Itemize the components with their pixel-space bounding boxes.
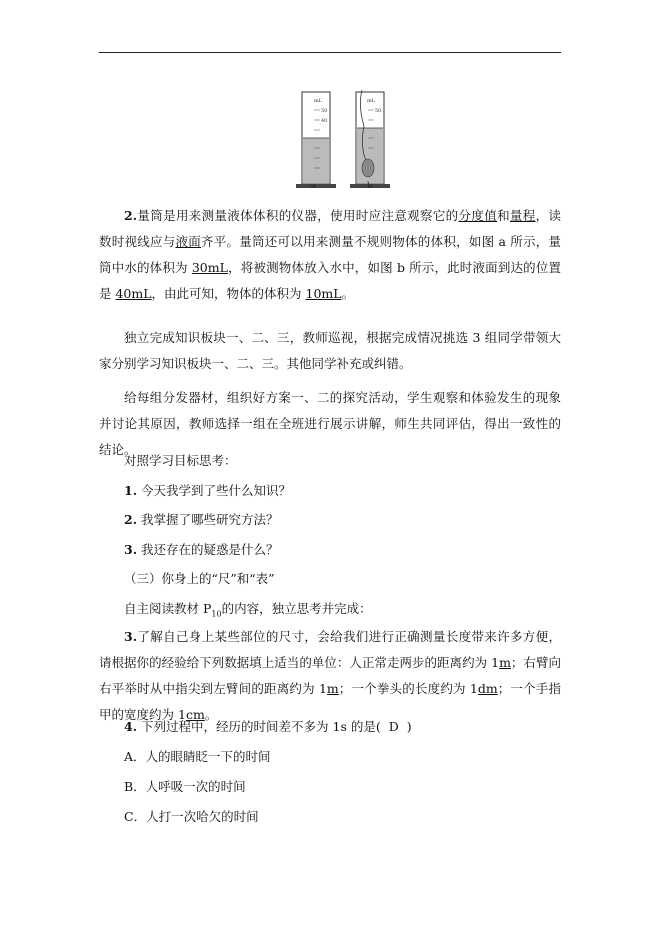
tick-50-a: 50 — [321, 108, 328, 114]
q2-text-1: 量筒是用来测量液体体积的仪器，使用时应注意观察它的 — [137, 208, 459, 223]
q3-answer-1: m — [499, 655, 511, 670]
reflect-item-2-number: 2. — [124, 512, 138, 527]
q2-text-5: ，将被测物体放入水中，如图 b 所示，此时液面到达的位置是 — [99, 260, 562, 301]
unit-label-a: mL — [314, 98, 323, 104]
question-2-number: 2. — [124, 208, 138, 223]
q3-text-5: 。 — [204, 707, 218, 722]
question-3 — [99, 624, 561, 728]
q2-answer-4: 30mL — [191, 260, 228, 275]
option-b: B．人呼吸一次的时间 — [124, 779, 246, 794]
tick-40-a: 40 — [321, 118, 328, 124]
reflect-item-1-text: 今天我学到了些什么知识？ — [141, 483, 292, 498]
q2-text-3: ，读数时视线应与 — [99, 208, 561, 249]
question-2 — [99, 203, 561, 307]
reflect-item-2 — [124, 510, 279, 528]
measuring-cylinder-figure — [290, 86, 400, 194]
q2-text-4: 齐平。量筒还可以用来测量不规则物体的体积，如图 a 所示，量筒中水的体积为 — [99, 234, 561, 275]
q3-text-1: 了解自己身上某些部位的尺寸，会给我们进行正确测量长度带来许多方便，请根据你的经验给下列数据填上适当的单位：人正常走两步的距离约为 1 — [99, 629, 561, 670]
q2-answer-5: 40mL — [115, 286, 152, 301]
q3-answer-4: cm — [185, 707, 205, 722]
q2-text-7: 。 — [341, 286, 355, 301]
q3-text-2: ；右臂向右平举时从中指尖到左臂间的距离约为 1 — [99, 655, 561, 696]
figure-label-b: b — [367, 181, 373, 190]
section-3-title: （三）你身上的“尺”和“表” — [124, 571, 275, 586]
reflect-item-3-number: 3. — [124, 542, 138, 557]
q3-text-4: ；一个手指甲的宽度约为 1 — [99, 681, 561, 722]
reflect-item-3-text: 我还存在的疑惑是什么？ — [141, 542, 279, 557]
reflect-item-3 — [124, 540, 279, 558]
reflect-item-1-number: 1. — [124, 483, 138, 498]
reading-instruction — [124, 599, 372, 619]
q2-answer-3: 液面 — [175, 234, 202, 249]
question-4-answer: D — [388, 719, 399, 734]
question-4 — [124, 717, 412, 735]
reflect-item-2-text: 我掌握了哪些研究方法？ — [141, 512, 279, 527]
q2-text-2: 和 — [497, 208, 510, 223]
reading-instruction-text-1: 自主阅读教材 P — [124, 601, 212, 616]
option-c: C．人打一次哈欠的时间 — [124, 809, 259, 824]
tick-50-b: 50 — [375, 108, 382, 114]
q2-text-6: ，由此可知，物体的体积为 — [151, 286, 306, 301]
q3-answer-2: m — [326, 681, 339, 696]
reading-instruction-text-2: 的内容，独立思考并完成： — [221, 601, 372, 616]
question-4-text: 下列过程中，经历的时间差不多为 1s 的是( — [141, 719, 381, 734]
header-rule — [99, 52, 561, 53]
option-a: A．人的眼睛眨一下的时间 — [124, 749, 271, 764]
cylinder-a — [296, 92, 336, 188]
reflect-item-1 — [124, 481, 291, 499]
question-4-number: 4. — [124, 719, 138, 734]
paragraph-independent-study: 独立完成知识板块一、二、三，教师巡视，根据完成情况挑选 3 组同学带领大家分别学习知识板块一、二、三。其他同学补充或纠错。 — [99, 330, 561, 371]
page-subscript: 10 — [211, 609, 222, 619]
q3-text-3: ；一个拳头的长度约为 1 — [338, 681, 478, 696]
paragraph-materials: 给每组分发器材，组织好方案一、二的探究活动，学生观察和体验发生的现象并讨论其原因，教师选择一组在全班进行展示讲解，师生共同评估，得出一致性的结论。 — [99, 390, 561, 457]
q2-answer-6: 10mL — [305, 286, 342, 301]
cylinder-b — [350, 90, 390, 188]
question-3-number: 3. — [124, 629, 138, 644]
unit-label-b: mL — [367, 98, 376, 104]
figure-label-a: a — [311, 181, 316, 190]
q2-answer-2: 量程 — [509, 208, 536, 223]
q3-answer-3: dm — [477, 681, 498, 696]
q2-answer-1: 分度值 — [458, 208, 498, 223]
question-4-close: ) — [406, 719, 412, 734]
reflect-title: 对照学习目标思考： — [124, 453, 237, 468]
